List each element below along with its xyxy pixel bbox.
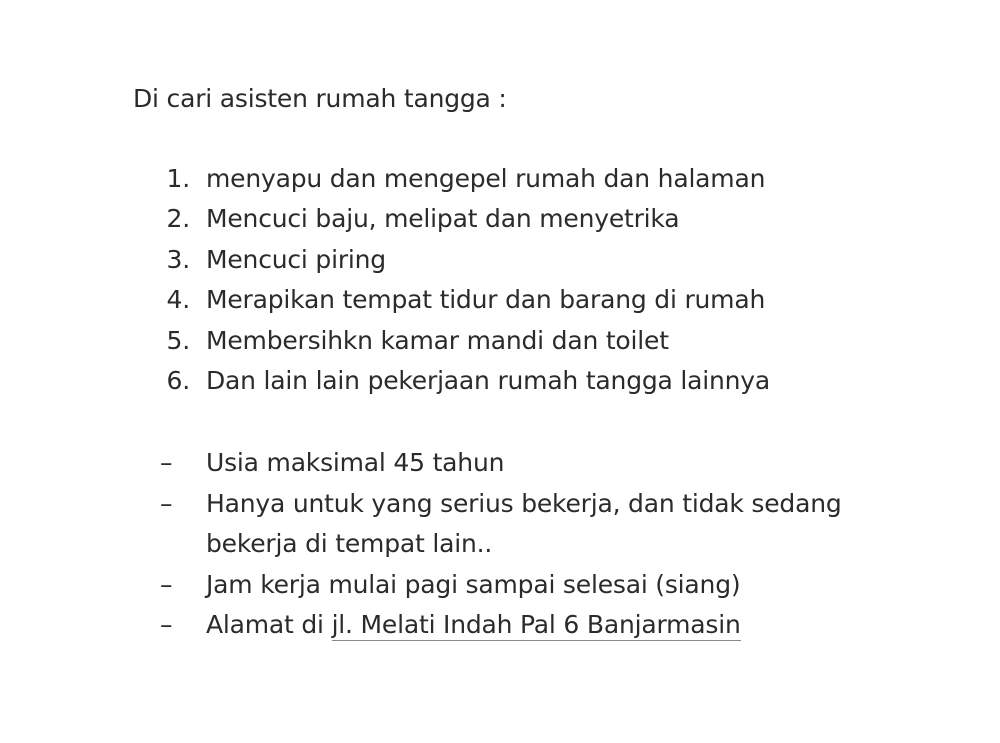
duty-text: Dan lain lain pekerjaan rumah tangga lainnya: [206, 366, 771, 395]
duty-number: 1.: [166, 164, 190, 193]
requirement-text: [206, 605, 741, 645]
requirement-text: Jam kerja mulai pagi sampai selesai (siang): [206, 570, 741, 599]
dash-bullet: –: [160, 570, 173, 599]
duty-number: 4.: [166, 285, 190, 314]
dash-bullet: –: [160, 489, 173, 518]
requirement-text: Usia maksimal 45 tahun: [206, 448, 505, 477]
dash-bullet: –: [160, 610, 173, 639]
duty-number: 6.: [166, 366, 190, 395]
address-prefix: Alamat di: [206, 610, 324, 639]
requirement-text: Hanya untuk yang serius bekerja, dan tidak sedang: [206, 489, 842, 518]
duty-text: menyapu dan mengepel rumah dan halaman: [206, 164, 766, 193]
duty-number: 2.: [166, 204, 190, 233]
posting-heading: Di cari asisten rumah tangga :: [133, 84, 507, 113]
duty-text: Mencuci piring: [206, 245, 386, 274]
duty-text: Mencuci baju, melipat dan menyetrika: [206, 204, 680, 233]
duty-number: 5.: [166, 326, 190, 355]
duty-text: Merapikan tempat tidur dan barang di rumah: [206, 285, 766, 314]
address-link[interactable]: jl. Melati Indah Pal 6 Banjarmasin: [331, 610, 741, 639]
duty-text: Membersihkn kamar mandi dan toilet: [206, 326, 669, 355]
requirement-text-continued: bekerja di tempat lain..: [206, 529, 493, 558]
dash-bullet: –: [160, 448, 173, 477]
duty-number: 3.: [166, 245, 190, 274]
